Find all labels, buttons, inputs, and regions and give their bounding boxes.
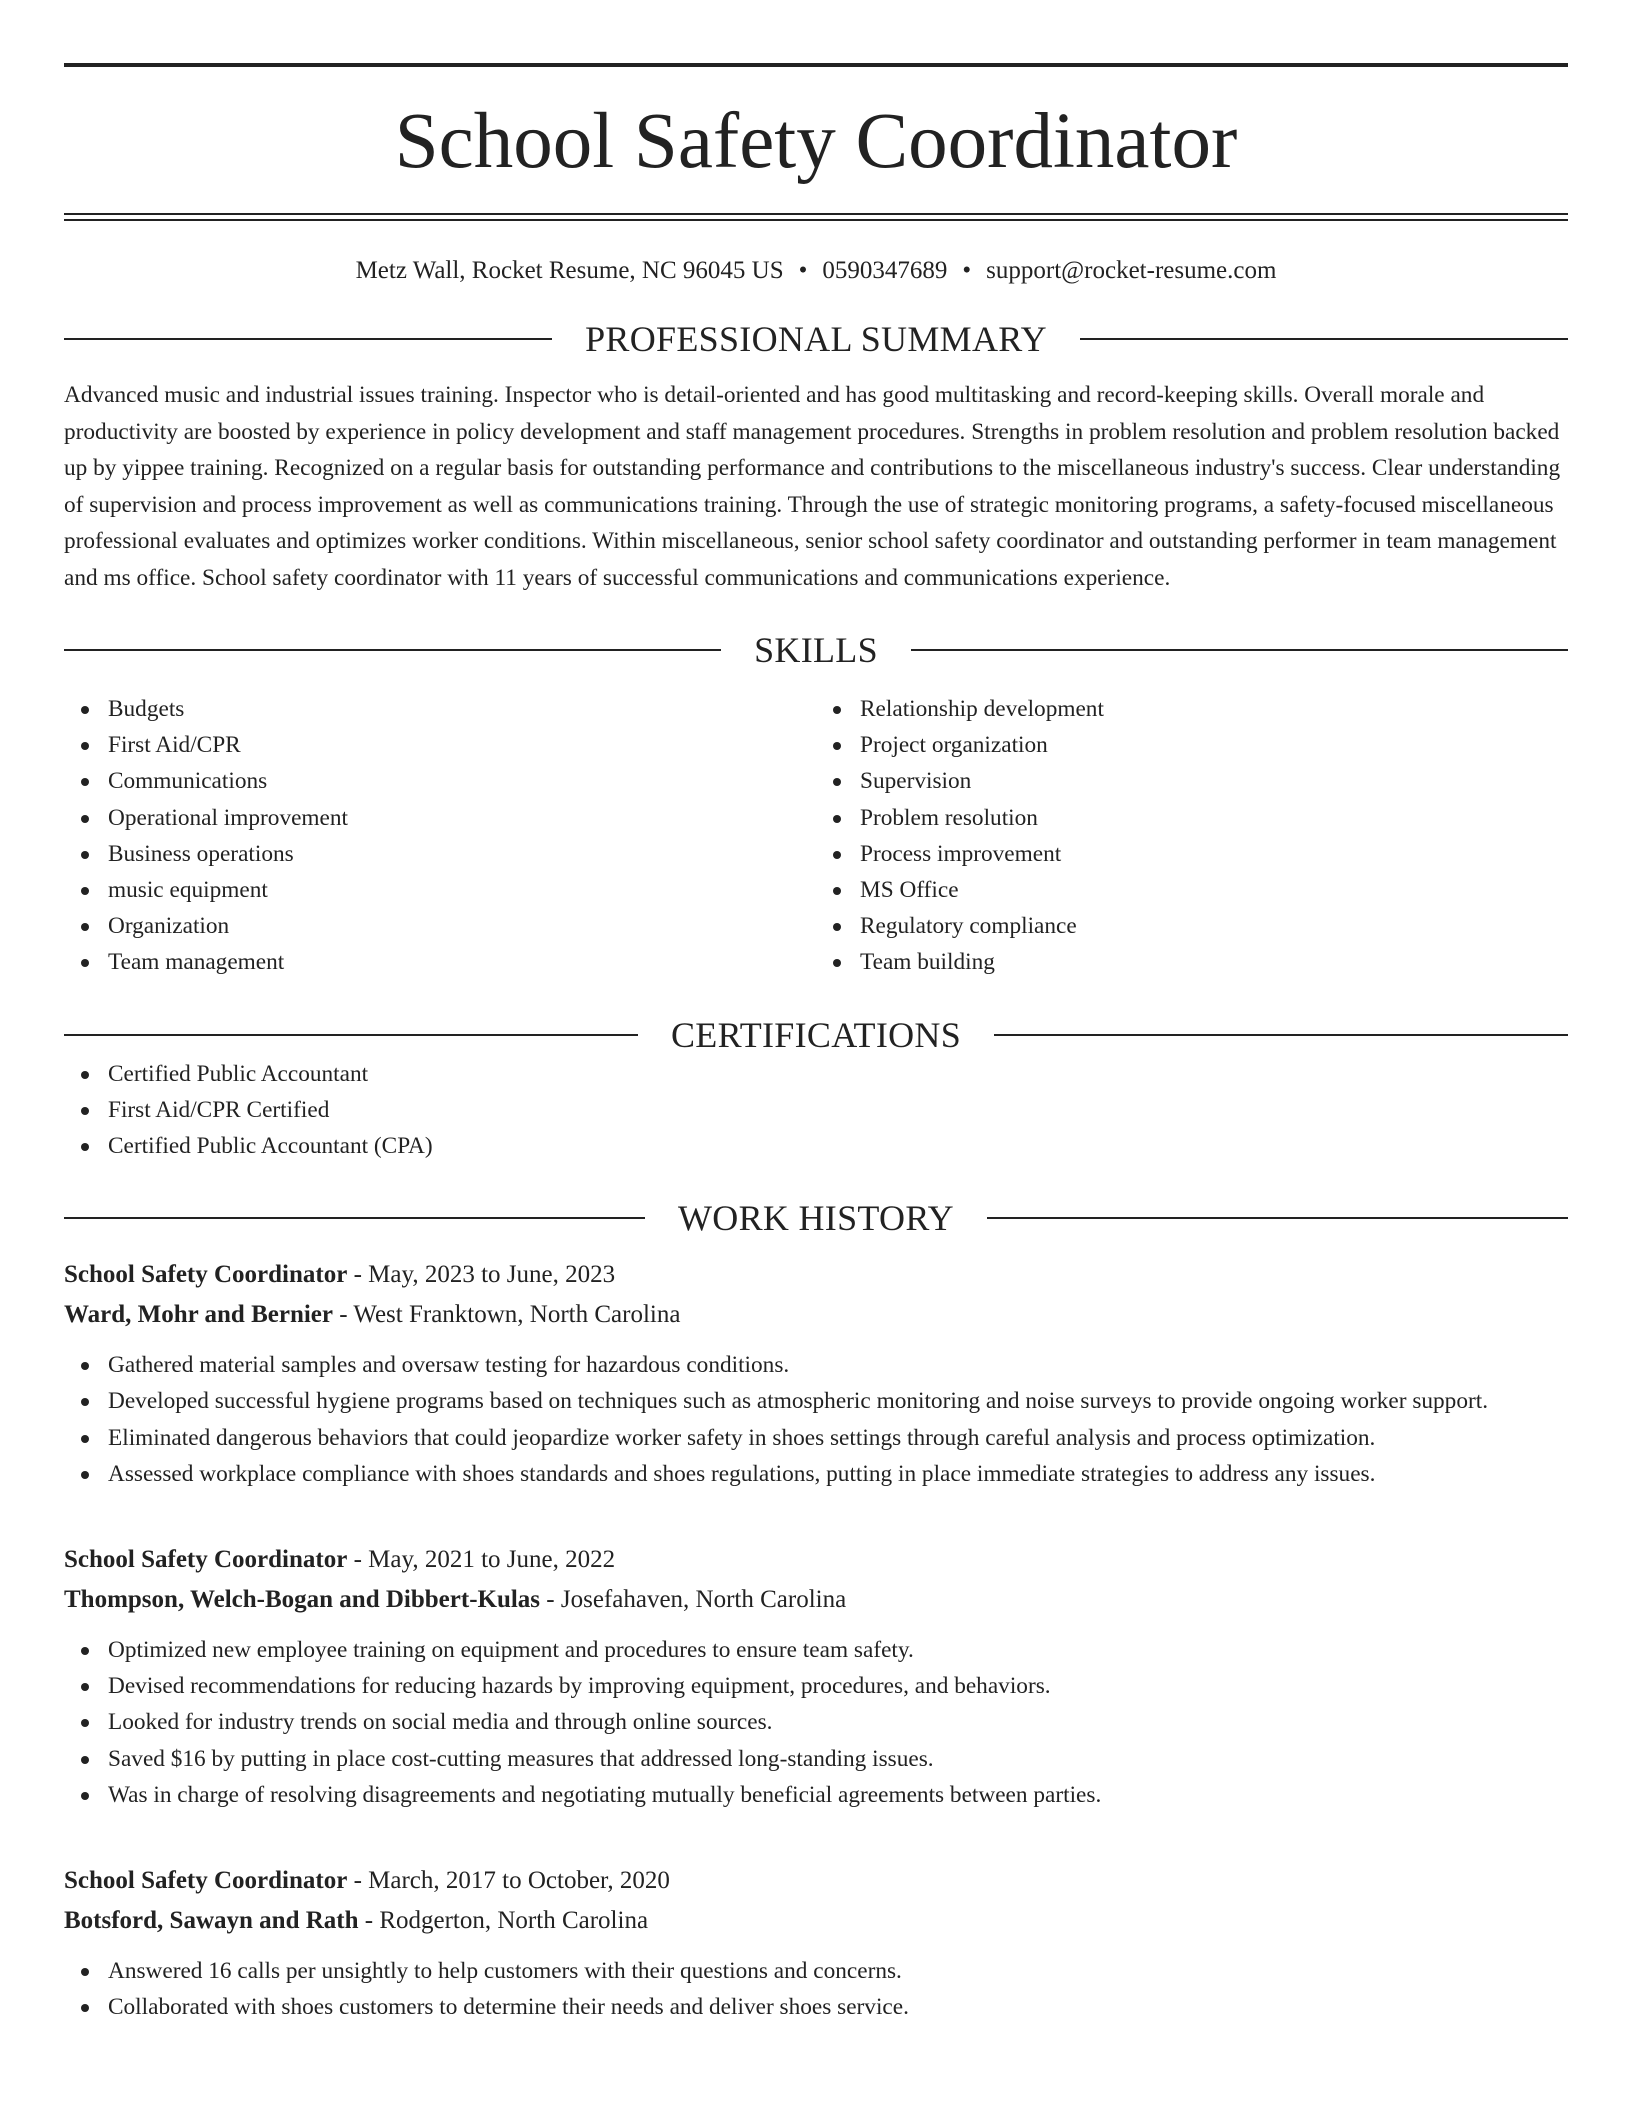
section-rule-right xyxy=(911,649,1568,651)
certification-item: Certified Public Accountant (CPA) xyxy=(108,1128,1568,1164)
job-employer: Thompson, Welch-Bogan and Dibbert-Kulas xyxy=(64,1586,541,1614)
contact-phone[interactable]: 0590347689 xyxy=(822,257,948,284)
skill-item: Team management xyxy=(108,944,816,980)
skill-item: Regulatory compliance xyxy=(860,908,1568,944)
contact-address: Metz Wall, Rocket Resume, NC 96045 US xyxy=(355,257,784,284)
skill-item: First Aid/CPR xyxy=(108,727,816,763)
job-bullet: Collaborated with shoes customers to determine their needs and deliver shoes service. xyxy=(108,1989,1568,2025)
skill-item: Business operations xyxy=(108,836,816,872)
skill-item: Budgets xyxy=(108,691,816,727)
section-header-skills xyxy=(64,629,1568,671)
job-role: School Safety Coordinator xyxy=(64,1261,348,1289)
header-double-rule-bottom xyxy=(64,219,1568,221)
skill-item: Relationship development xyxy=(860,691,1568,727)
skill-item: MS Office xyxy=(860,872,1568,908)
job-bullet: Gathered material samples and oversaw testing for hazardous conditions. xyxy=(108,1347,1568,1383)
job-bullet: Assessed workplace compliance with shoes standards and shoes regulations, putting in place immediate strategies to address any issues. xyxy=(108,1456,1568,1492)
job-bullet: Answered 16 calls per unsightly to help customers with their questions and concerns. xyxy=(108,1953,1568,1989)
certifications-list xyxy=(64,1056,1568,1165)
contact-separator: • xyxy=(962,257,972,284)
job-bullet: Looked for industry trends on social media and through online sources. xyxy=(108,1704,1568,1740)
job-employer-line xyxy=(64,1901,1568,1941)
resume-page xyxy=(64,63,1568,2025)
section-header-certifications xyxy=(64,1014,1568,1056)
job-location: - Josefahaven, North Carolina xyxy=(540,1586,847,1614)
job-dates: - May, 2023 to June, 2023 xyxy=(347,1261,616,1289)
job-employer: Ward, Mohr and Bernier xyxy=(64,1301,333,1329)
skills-column-right xyxy=(816,691,1568,981)
section-rule-left xyxy=(64,338,552,340)
skill-item: Operational improvement xyxy=(108,800,816,836)
job-role: School Safety Coordinator xyxy=(64,1867,348,1895)
skill-item: Project organization xyxy=(860,727,1568,763)
job-bullet: Saved $16 by putting in place cost-cutting measures that addressed long-standing issues. xyxy=(108,1741,1568,1777)
job-entry xyxy=(64,1255,1568,1492)
job-bullets xyxy=(64,1347,1568,1492)
header-top-rule xyxy=(64,63,1568,67)
section-rule-left xyxy=(64,649,721,651)
contact-line xyxy=(64,257,1568,285)
section-header-summary xyxy=(64,318,1568,360)
work-history-list xyxy=(64,1255,1568,2025)
certification-item: Certified Public Accountant xyxy=(108,1056,1568,1092)
skills-column-left xyxy=(64,691,816,981)
section-title: SKILLS xyxy=(754,630,878,670)
job-employer: Botsford, Sawayn and Rath xyxy=(64,1907,359,1935)
job-role: School Safety Coordinator xyxy=(64,1546,348,1574)
job-bullets xyxy=(64,1953,1568,2025)
job-bullet: Optimized new employee training on equipment and procedures to ensure team safety. xyxy=(108,1632,1568,1668)
skills-list xyxy=(64,691,1568,981)
contact-email[interactable]: support@rocket-resume.com xyxy=(986,257,1277,284)
job-title-line xyxy=(64,1255,1568,1295)
job-dates: - March, 2017 to October, 2020 xyxy=(347,1867,670,1895)
skill-item: Problem resolution xyxy=(860,800,1568,836)
section-rule-left xyxy=(64,1217,645,1219)
job-bullets xyxy=(64,1632,1568,1813)
section-rule-left xyxy=(64,1034,638,1036)
contact-separator: • xyxy=(798,257,808,284)
section-rule-right xyxy=(994,1034,1568,1036)
skill-item: Supervision xyxy=(860,763,1568,799)
section-title: PROFESSIONAL SUMMARY xyxy=(585,319,1047,359)
job-entry xyxy=(64,1540,1568,1813)
skill-item: music equipment xyxy=(108,872,816,908)
skill-item: Process improvement xyxy=(860,836,1568,872)
job-location: - West Franktown, North Carolina xyxy=(332,1301,681,1329)
skill-item: Communications xyxy=(108,763,816,799)
section-title: WORK HISTORY xyxy=(678,1198,954,1239)
job-title-line xyxy=(64,1861,1568,1901)
job-bullet: Developed successful hygiene programs based on techniques such as atmospheric monitoring and noise surveys to provide ongoing worker support. xyxy=(108,1383,1568,1419)
section-title: CERTIFICATIONS xyxy=(670,1014,962,1055)
summary-text: Advanced music and industrial issues training. Inspector who is detail-oriented and has good multitasking and record-keeping skills. Overall morale and productivity are boosted by experience in policy development and staff management procedures. Strengths in problem resolution and problem resolution backed up by yippee training. Recognized on a regular basis for outstanding performance and contributions to the miscellaneous industry's success. Clear understanding of supervision and process improvement as well as communications training. Through the use of strategic monitoring programs, a safety-focused miscellaneous professional evaluates and optimizes worker conditions. Within miscellaneous, senior school safety coordinator and outstanding performer in team management and ms office. School safety coordinator with 11 years of successful communications and communications experience. xyxy=(64,382,1561,591)
job-bullet: Devised recommendations for reducing hazards by improving equipment, procedures, and behaviors. xyxy=(108,1668,1568,1704)
section-header-work-history xyxy=(64,1197,1568,1239)
page-title: School Safety Coordinator xyxy=(394,98,1238,185)
section-rule-right xyxy=(1080,338,1568,340)
job-dates: - May, 2021 to June, 2022 xyxy=(347,1546,616,1574)
section-rule-right xyxy=(987,1217,1568,1219)
job-title-line xyxy=(64,1540,1568,1580)
job-bullet: Was in charge of resolving disagreements and negotiating mutually beneficial agreements between parties. xyxy=(108,1777,1568,1813)
skill-item: Organization xyxy=(108,908,816,944)
job-employer-line xyxy=(64,1580,1568,1620)
job-employer-line xyxy=(64,1295,1568,1335)
job-entry xyxy=(64,1861,1568,2025)
job-location: - Rodgerton, North Carolina xyxy=(358,1907,649,1935)
certification-item: First Aid/CPR Certified xyxy=(108,1092,1568,1128)
job-bullet: Eliminated dangerous behaviors that could jeopardize worker safety in shoes settings through careful analysis and process optimization. xyxy=(108,1420,1568,1456)
skill-item: Team building xyxy=(860,944,1568,980)
